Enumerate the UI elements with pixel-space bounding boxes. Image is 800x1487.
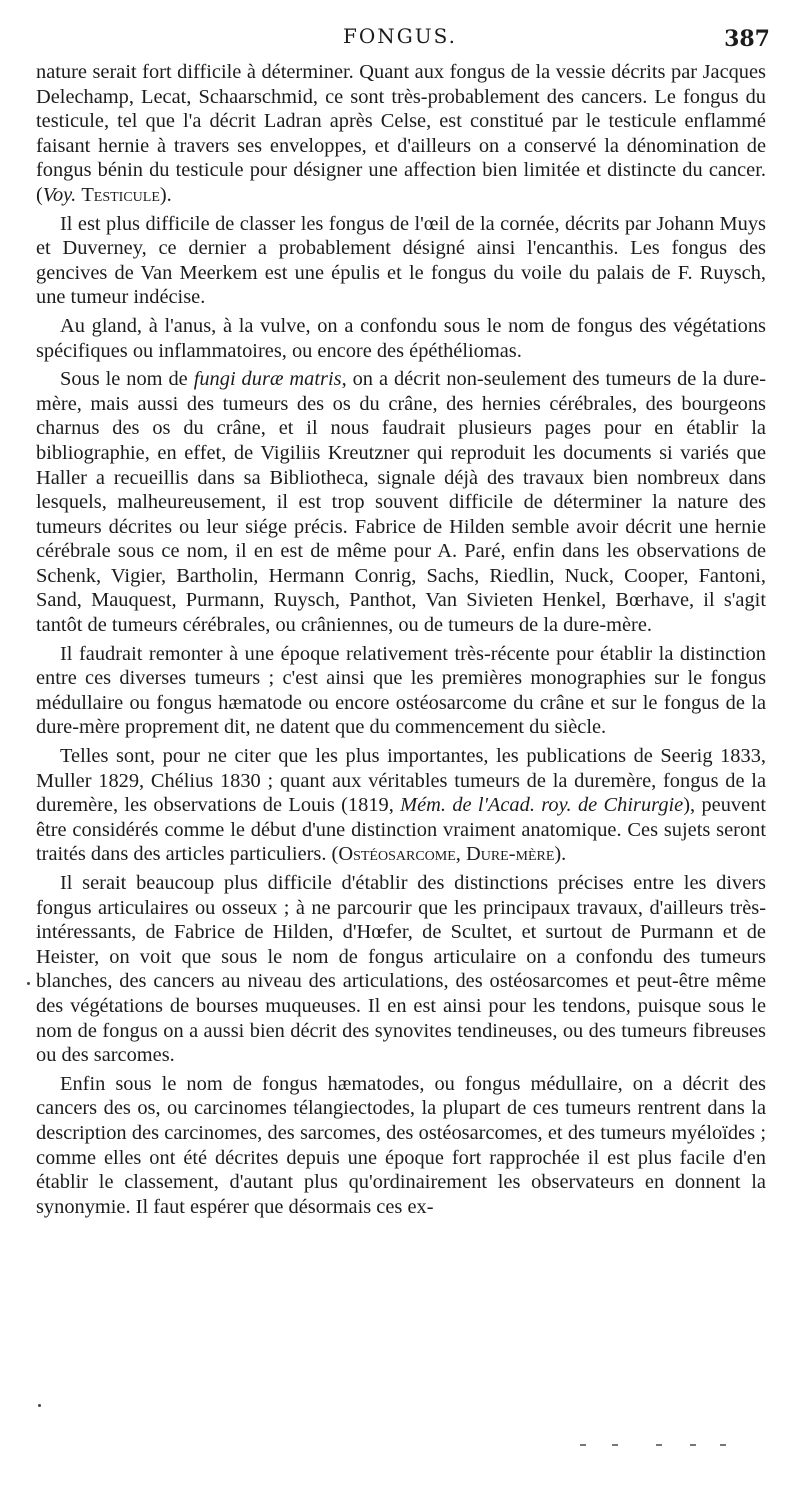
stray-mark — [27, 982, 30, 985]
text-segment: ). — [554, 843, 567, 866]
text-segment: fungi duræ matris — [193, 368, 342, 391]
text-segment: ), peuvent être considérés comme le début d'une distinction vraiment anatomique. Ces sujets seront traités dans des articles particuliers. ( — [36, 794, 766, 866]
text-segment: , — [455, 843, 466, 866]
text-segment: Il est plus difficile de classer les fongus de l'œil de la cornée, décrits par Johann Muys et Duverney, ce dernier a probablement désigné ainsi l'encanthis. Les fongus des gencives de Van Meerkem est une épulis et le fongus du voile du palais de F. Ruysch, une tumeur indécise. — [36, 212, 766, 309]
text-segment: Testicule — [81, 183, 160, 206]
paragraph — [36, 60, 766, 208]
text-segment: nature serait fort difficile à déterminer. Quant aux fongus de la vessie décrits par Jacques Delechamp, Lecat, Schaarschmid, ce sont très-probablement des cancers. Le fongus du testicule, tel que l'a décrit Ladran après Celse, est constitué par le testicule enflammé faisant hernie à travers ses enveloppes, et d'ailleurs on a conservé la dénomination de fongus bénin du testicule pour désigner une affection bien limitée et distincte du cancer. ( — [36, 61, 766, 206]
text-segment: ). — [159, 183, 172, 206]
footer-marks — [560, 1440, 760, 1450]
text-segment: Telles sont, pour ne citer que les plus importantes, les publications de Seerig 1833, Muller 1829, Chélius 1830 ; quant aux véritables tumeurs de la duremère, fongus de la duremère, les observations de Louis (1819, — [36, 745, 766, 817]
stray-mark — [38, 1404, 41, 1407]
paragraph — [36, 871, 766, 1068]
text-segment: Il serait beaucoup plus difficile d'établir des distinctions précises entre les divers fongus articulaires ou osseux ; à ne parcourir que les principaux travaux, d'ailleurs très-intéressants, de Fabrice de Hilden, d'Hœfer, de Scultet, et surtout de Purmann et de Heister, on voit que sous le nom de fongus articulaire on a confondu des tumeurs blanches, des cancers au niveau des articulations, des ostéosarcomes et peut-être même des végétations de bourses muqueuses. Il en est ainsi pour les tendons, puisque sous le nom de fongus on a aussi bien décrit des synovites tendineuses, ou des tumeurs fibreuses ou des sarcomes. — [36, 872, 766, 1067]
text-segment: Mém. de l'Acad. roy. de Chirurgie — [400, 794, 684, 817]
text-segment: Dure-mère — [465, 843, 555, 866]
text-segment: Voy. — [42, 183, 77, 206]
body-text — [36, 60, 766, 1223]
paragraph — [36, 744, 766, 867]
text-segment: Sous le nom de — [60, 368, 194, 391]
page-number: 387 — [724, 26, 770, 52]
text-segment: Au gland, à l'anus, à la vulve, on a confondu sous le nom de fongus des végétations spécifiques ou inflammatoires, ou encore des épéthéliomas. — [36, 314, 766, 362]
text-segment: Enfin sous le nom de fongus hæmatodes, ou fongus médullaire, on a décrit des cancers des os, ou carcinomes télangiectodes, la plupart de ces tumeurs rentrent dans la description des carcinomes, des sarcomes, des ostéosarcomes, et des tumeurs myéloïdes ; comme elles ont été décrites depuis une époque fort rapprochée il est plus facile d'en établir le classement, d'autant plus qu'ordinairement les observateurs en donnent la synonymie. Il faut espérer que désormais ces ex- — [36, 1072, 766, 1218]
paragraph — [36, 1072, 766, 1220]
paragraph — [36, 314, 766, 363]
text-segment: Il faudrait remonter à une époque relativement très-récente pour établir la distinction entre ces diverses tumeurs ; c'est ainsi que les premières monographies sur le fongus médullaire ou fongus hæmatode ou encore ostéosarcome du crâne et sur le fongus de la dure-mère proprement dit, ne datent que du commencement du siècle. — [36, 642, 766, 739]
text-segment: Ostéosarcome — [338, 843, 456, 866]
paragraph — [36, 212, 766, 310]
running-head: FONGUS. — [343, 24, 457, 48]
text-segment: , on a décrit non-seulement des tumeurs de la dure-mère, mais aussi des tumeurs des os du crâne, des hernies cérébrales, des bourgeons charnus des os du crâne, et il nous faudrait plusieurs pages pour en établir la bibliographie, en effet, de Vigiliis Kreutzner qui reproduit les documents si variés que Haller a recueillis dans sa Bibliotheca, signale déjà des travaux bien nombreux dans lesquels, malheureusement, il est trop souvent difficile de déterminer la nature des tumeurs décrites ou leur siége précis. Fabrice de Hilden semble avoir décrit une hernie cérébrale sous ce nom, il en est de même pour A. Paré, enfin dans les observations de Schenk, Vigier, Bartholin, Hermann Conrig, Sachs, Riedlin, Nuck, Cooper, Fantoni, Sand, Mauquest, Purmann, Ruysch, Panthot, Van Sivieten Henkel, Bœrhave, il s'agit tantôt de tumeurs cérébrales, ou crâniennes, ou de tumeurs de la dure-mère. — [36, 368, 766, 637]
paragraph — [36, 367, 766, 638]
paragraph — [36, 642, 766, 740]
